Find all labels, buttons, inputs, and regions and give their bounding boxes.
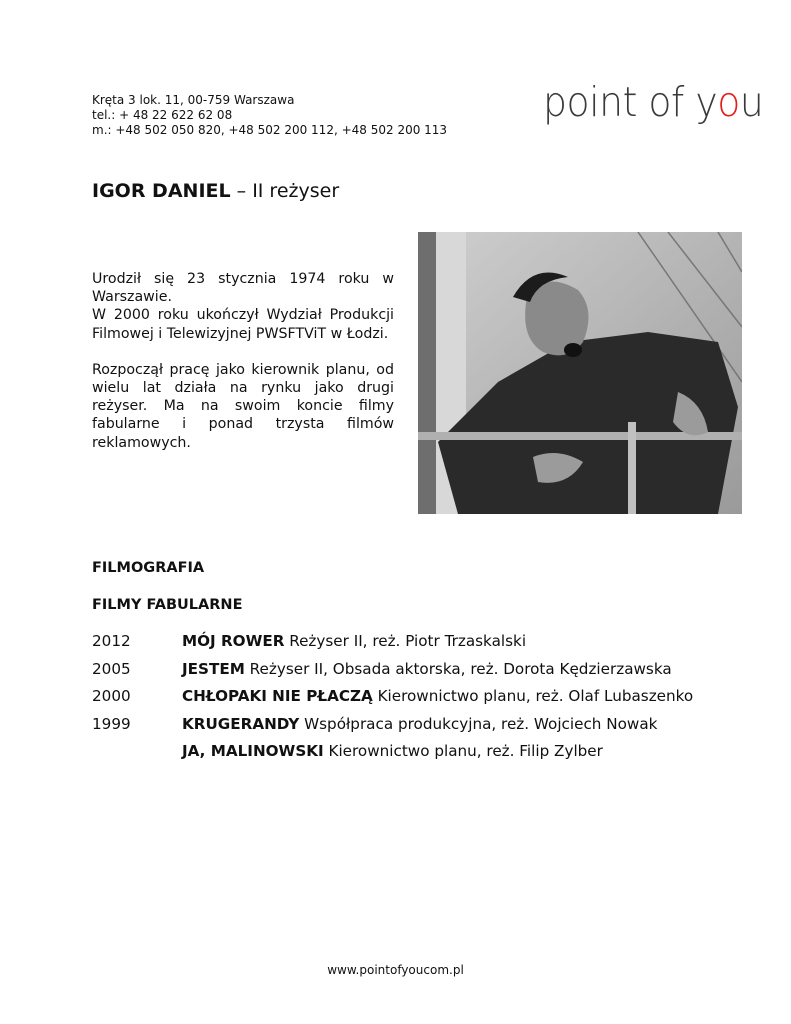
filmography-heading: FILMOGRAFIA [92, 560, 205, 576]
point-of-you-logo: point of you [543, 78, 764, 126]
bio-paragraph-1: Urodził się 23 stycznia 1974 roku w Warszawie. W 2000 roku ukończył Wydział Produkcji Filmowej i Telewizyjnej PWSFTViT w Łodzi. [92, 271, 394, 342]
film-year: 2005 [92, 659, 131, 678]
film-title: MÓJ ROWER [182, 632, 285, 650]
contact-block [92, 93, 447, 138]
film-year: 2012 [92, 632, 131, 650]
film-title: KRUGERANDY [182, 714, 300, 733]
film-details: Reżyser II, reż. Piotr Trzaskalski [284, 632, 527, 650]
film-title: JESTEM [182, 659, 245, 678]
film-description [182, 715, 657, 733]
portrait-photo [418, 232, 742, 514]
phone-text: tel.: + 48 22 622 62 08 [92, 108, 233, 122]
page-title [92, 180, 339, 202]
film-description [182, 687, 693, 705]
person-role: – II reżyser [230, 180, 340, 202]
person-name: IGOR DANIEL [92, 180, 231, 202]
mobile-text: m.: +48 502 050 820, +48 502 200 112, +48 502 200 113 [92, 123, 448, 137]
film-details: Kierownictwo planu, reż. Filip Zylber [323, 742, 603, 760]
biography [92, 270, 394, 452]
logo-accent-letter: o [717, 78, 740, 126]
film-details: Kierownictwo planu, reż. Olaf Lubaszenko [372, 687, 694, 705]
film-description [182, 632, 526, 650]
bio-paragraph-2: Rozpoczął pracę jako kierownik planu, od wielu lat działa na rynku jako drugi reżyser. Ma na swoim koncie filmy fabularne i ponad trzysta filmów reklamowych. [92, 361, 394, 451]
feature-films-heading: FILMY FABULARNE [92, 597, 243, 613]
film-description [182, 660, 672, 678]
film-year: 2000 [92, 687, 131, 705]
film-title: JA, MALINOWSKI [182, 742, 324, 760]
film-details: Współpraca produkcyjna, reż. Wojciech Nowak [299, 714, 658, 733]
film-details: Reżyser II, Obsada aktorska, reż. Dorota Kędzierzawska [244, 659, 672, 678]
footer-url: www.pointofyoucom.pl [327, 963, 464, 977]
film-description [182, 742, 603, 760]
film-title: CHŁOPAKI NIE PŁACZĄ [182, 687, 373, 705]
address-text: Kręta 3 lok. 11, 00-759 Warszawa [92, 93, 295, 107]
film-year: 1999 [92, 714, 131, 733]
